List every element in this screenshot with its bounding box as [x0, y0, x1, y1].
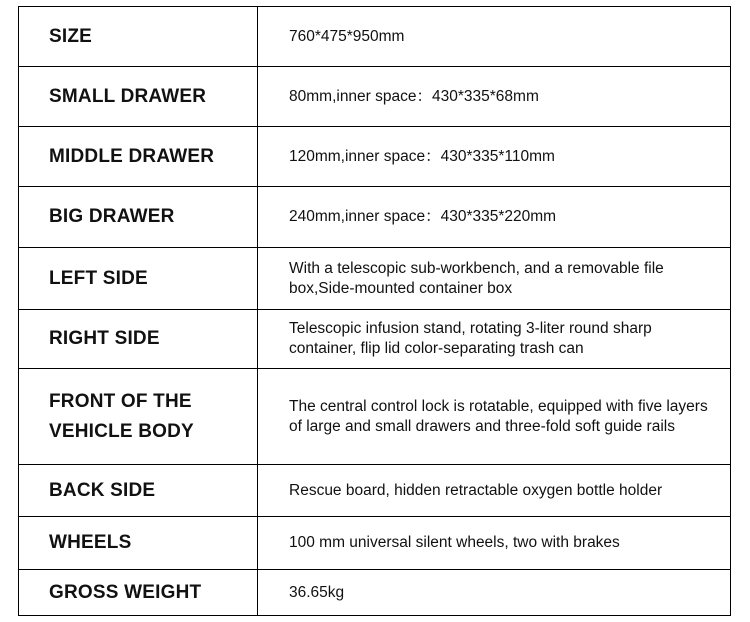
- spec-label: GROSS WEIGHT: [19, 570, 258, 616]
- spec-label: WHEELS: [19, 517, 258, 570]
- spec-value: 120mm,inner space：430*335*110mm: [258, 127, 731, 187]
- spec-value: Rescue board, hidden retractable oxygen bottle holder: [258, 465, 731, 517]
- spec-label: FRONT OF THE VEHICLE BODY: [19, 369, 258, 465]
- table-row: [19, 7, 731, 67]
- table-row: [19, 517, 731, 570]
- table-row: [19, 127, 731, 187]
- spec-label: MIDDLE DRAWER: [19, 127, 258, 187]
- spec-value: 100 mm universal silent wheels, two with brakes: [258, 517, 731, 570]
- table-row: [19, 570, 731, 616]
- spec-value: 240mm,inner space：430*335*220mm: [258, 187, 731, 248]
- spec-table: [18, 6, 731, 616]
- table-row: [19, 369, 731, 465]
- spec-value: 80mm,inner space：430*335*68mm: [258, 67, 731, 127]
- table-row: [19, 187, 731, 248]
- spec-value: With a telescopic sub-workbench, and a removable file box,Side-mounted container box: [258, 248, 731, 310]
- spec-label: LEFT SIDE: [19, 248, 258, 310]
- table-row: [19, 310, 731, 369]
- table-row: [19, 248, 731, 310]
- spec-label: BACK SIDE: [19, 465, 258, 517]
- spec-label: BIG DRAWER: [19, 187, 258, 248]
- spec-value: Telescopic infusion stand, rotating 3-liter round sharp container, flip lid color-separating trash can: [258, 310, 731, 369]
- spec-value: The central control lock is rotatable, equipped with five layers of large and small drawers and three-fold soft guide rails: [258, 369, 731, 465]
- spec-value: 760*475*950mm: [258, 7, 731, 67]
- spec-label: RIGHT SIDE: [19, 310, 258, 369]
- spec-label: SIZE: [19, 7, 258, 67]
- table-row: [19, 465, 731, 517]
- spec-label: SMALL DRAWER: [19, 67, 258, 127]
- table-row: [19, 67, 731, 127]
- spec-value: 36.65kg: [258, 570, 731, 616]
